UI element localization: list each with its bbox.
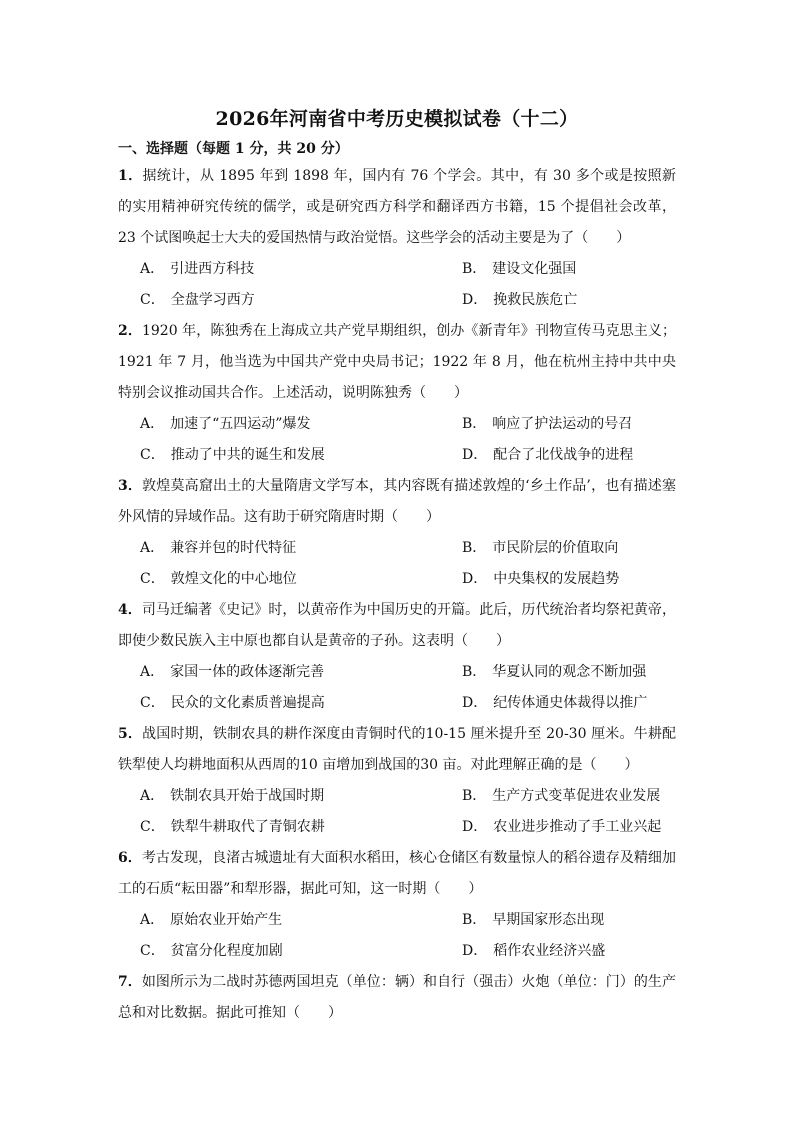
option-letter: B． [462, 664, 487, 680]
option-text: 建设文化强国 [492, 261, 577, 277]
option-row [118, 285, 676, 316]
answer-option[interactable] [118, 254, 462, 285]
question-number: 7． [118, 974, 142, 990]
option-text: 兼容并包的时代特征 [170, 540, 297, 556]
answer-option[interactable] [462, 657, 676, 688]
option-text: 贫富分化程度加剧 [170, 943, 283, 959]
option-letter: A． [140, 664, 165, 680]
answer-option[interactable] [462, 254, 676, 285]
answer-option[interactable] [462, 533, 676, 564]
option-text: 早期国家形态出现 [492, 912, 605, 928]
answer-option[interactable] [118, 657, 462, 688]
question-1 [118, 161, 676, 316]
question-text: 敦煌莫高窟出土的大量隋唐文学写本，其内容既有描述敦煌的‘乡土作品’，也有描述塞外风情的异域作品。这有助于研究隋唐时期（ ） [118, 478, 676, 525]
option-text: 响应了护法运动的号召 [492, 416, 633, 432]
option-letter: D． [462, 819, 488, 835]
option-letter: B． [462, 261, 487, 277]
question-number: 2． [118, 323, 142, 339]
option-text: 挽救民族危亡 [493, 292, 578, 308]
option-text: 推动了中共的诞生和发展 [170, 447, 325, 463]
option-letter: A． [140, 912, 165, 928]
option-letter: B． [462, 912, 487, 928]
section-heading: 一、选择题（每题 1 分，共 20 分） [118, 141, 349, 157]
option-letter: B． [462, 788, 487, 804]
option-text: 生产方式变革促进农业发展 [492, 788, 661, 804]
answer-option[interactable] [118, 905, 462, 936]
option-text: 市民阶层的价值取向 [492, 540, 619, 556]
question-stem [118, 471, 676, 533]
option-row [118, 936, 676, 967]
question-text: 据统计，从 1895 年到 1898 年，国内有 76 个学会。其中，有 30 多个或是按照新的实用精神研究传统的儒学，或是研究西方科学和翻译西方书籍，15 个提倡社会改革，23 个试图唤起士大夫的爱国热情与政治觉悟。这些学会的活动主要是为了（ ） [118, 168, 676, 246]
option-text: 原始农业开始产生 [170, 912, 283, 928]
option-row [118, 905, 676, 936]
option-letter: A． [140, 540, 165, 556]
option-row [118, 440, 676, 471]
option-text: 农业进步推动了手工业兴起 [493, 819, 662, 835]
option-letter: C． [140, 819, 165, 835]
option-text: 全盘学习西方 [170, 292, 255, 308]
question-7 [118, 967, 676, 1029]
question-5 [118, 719, 676, 843]
option-row [118, 781, 676, 812]
option-letter: D． [462, 571, 488, 587]
option-text: 加速了“五四运动”爆发 [170, 416, 311, 432]
option-letter: A． [140, 788, 165, 804]
option-letter: D． [462, 695, 488, 711]
answer-option[interactable] [118, 533, 462, 564]
question-number: 5． [118, 726, 143, 742]
question-number: 1． [118, 168, 143, 184]
question-text: 1920 年，陈独秀在上海成立共产党早期组织，创办《新青年》刊物宣传马克思主义；1921 年 7 月，他当选为中国共产党中央局书记；1922 年 8 月，他在杭州主持中共中央特别会议推动国共合作。上述活动，说明陈独秀（ ） [118, 323, 676, 401]
option-text: 家国一体的政体逐渐完善 [170, 664, 325, 680]
question-number: 3． [118, 478, 143, 494]
answer-option[interactable] [118, 409, 462, 440]
answer-option[interactable] [118, 564, 462, 595]
option-letter: C． [140, 695, 165, 711]
option-row [118, 533, 676, 564]
question-stem [118, 843, 676, 905]
option-text: 纪传体通史体裁得以推广 [493, 695, 648, 711]
question-list [118, 161, 676, 1029]
exam-title: 2026年河南省中考历史模拟试卷（十二） [215, 108, 579, 130]
option-text: 铁犁牛耕取代了青铜农耕 [170, 819, 325, 835]
question-3 [118, 471, 676, 595]
option-text: 民众的文化素质普遍提高 [170, 695, 325, 711]
question-text: 考古发现，良渚古城遗址有大面积水稻田，核心仓储区有数量惊人的稻谷遗存及精细加工的石质“耘田器”和犁形器，据此可知，这一时期（ ） [118, 850, 676, 897]
question-4 [118, 595, 676, 719]
answer-option[interactable] [118, 781, 462, 812]
answer-option[interactable] [462, 936, 676, 967]
option-letter: B． [462, 540, 487, 556]
option-letter: D． [462, 447, 488, 463]
option-row [118, 564, 676, 595]
answer-option[interactable] [118, 936, 462, 967]
question-stem [118, 595, 676, 657]
option-row [118, 254, 676, 285]
question-stem [118, 316, 676, 409]
option-row [118, 657, 676, 688]
option-text: 中央集权的发展趋势 [493, 571, 620, 587]
question-text: 如图所示为二战时苏德两国坦克（单位：辆）和自行（强击）火炮（单位：门）的生产总和对比数据。据此可推知（ ） [118, 974, 676, 1021]
option-text: 敦煌文化的中心地位 [170, 571, 297, 587]
option-letter: D． [462, 292, 488, 308]
question-stem [118, 967, 676, 1029]
question-text: 战国时期，铁制农具的耕作深度由青铜时代的10-15 厘米提升至 20-30 厘米。牛耕配铁犁使人均耕地面积从西周的10 亩增加到战国的30 亩。对此理解正确的是（ ） [118, 726, 676, 773]
answer-option[interactable] [462, 564, 676, 595]
option-text: 铁制农具开始于战国时期 [170, 788, 325, 804]
answer-option[interactable] [462, 409, 676, 440]
option-row [118, 409, 676, 440]
answer-option[interactable] [118, 440, 462, 471]
option-letter: D． [462, 943, 488, 959]
option-letter: C． [140, 292, 165, 308]
question-stem [118, 161, 676, 254]
answer-option[interactable] [118, 285, 462, 316]
option-letter: C． [140, 943, 165, 959]
option-row [118, 688, 676, 719]
answer-option[interactable] [462, 285, 676, 316]
option-text: 配合了北伐战争的进程 [493, 447, 634, 463]
answer-option[interactable] [462, 781, 676, 812]
question-number: 4． [118, 602, 142, 618]
answer-option[interactable] [462, 905, 676, 936]
answer-option[interactable] [462, 688, 676, 719]
question-stem [118, 719, 676, 781]
option-text: 华夏认同的观念不断加强 [492, 664, 647, 680]
option-row [118, 812, 676, 843]
option-text: 稻作农业经济兴盛 [493, 943, 606, 959]
answer-option[interactable] [462, 440, 676, 471]
option-letter: C． [140, 571, 165, 587]
question-number: 6． [118, 850, 142, 866]
answer-option[interactable] [118, 688, 462, 719]
answer-option[interactable] [118, 812, 462, 843]
option-letter: A． [140, 416, 165, 432]
option-letter: C． [140, 447, 165, 463]
question-6 [118, 843, 676, 967]
option-text: 引进西方科技 [170, 261, 255, 277]
answer-option[interactable] [462, 812, 676, 843]
question-text: 司马迁编著《史记》时，以黄帝作为中国历史的开篇。此后，历代统治者均祭祀黄帝，即使少数民族入主中原也都自认是黄帝的子孙。这表明（ ） [118, 602, 676, 649]
question-2 [118, 316, 676, 471]
option-letter: A． [140, 261, 165, 277]
option-letter: B． [462, 416, 487, 432]
